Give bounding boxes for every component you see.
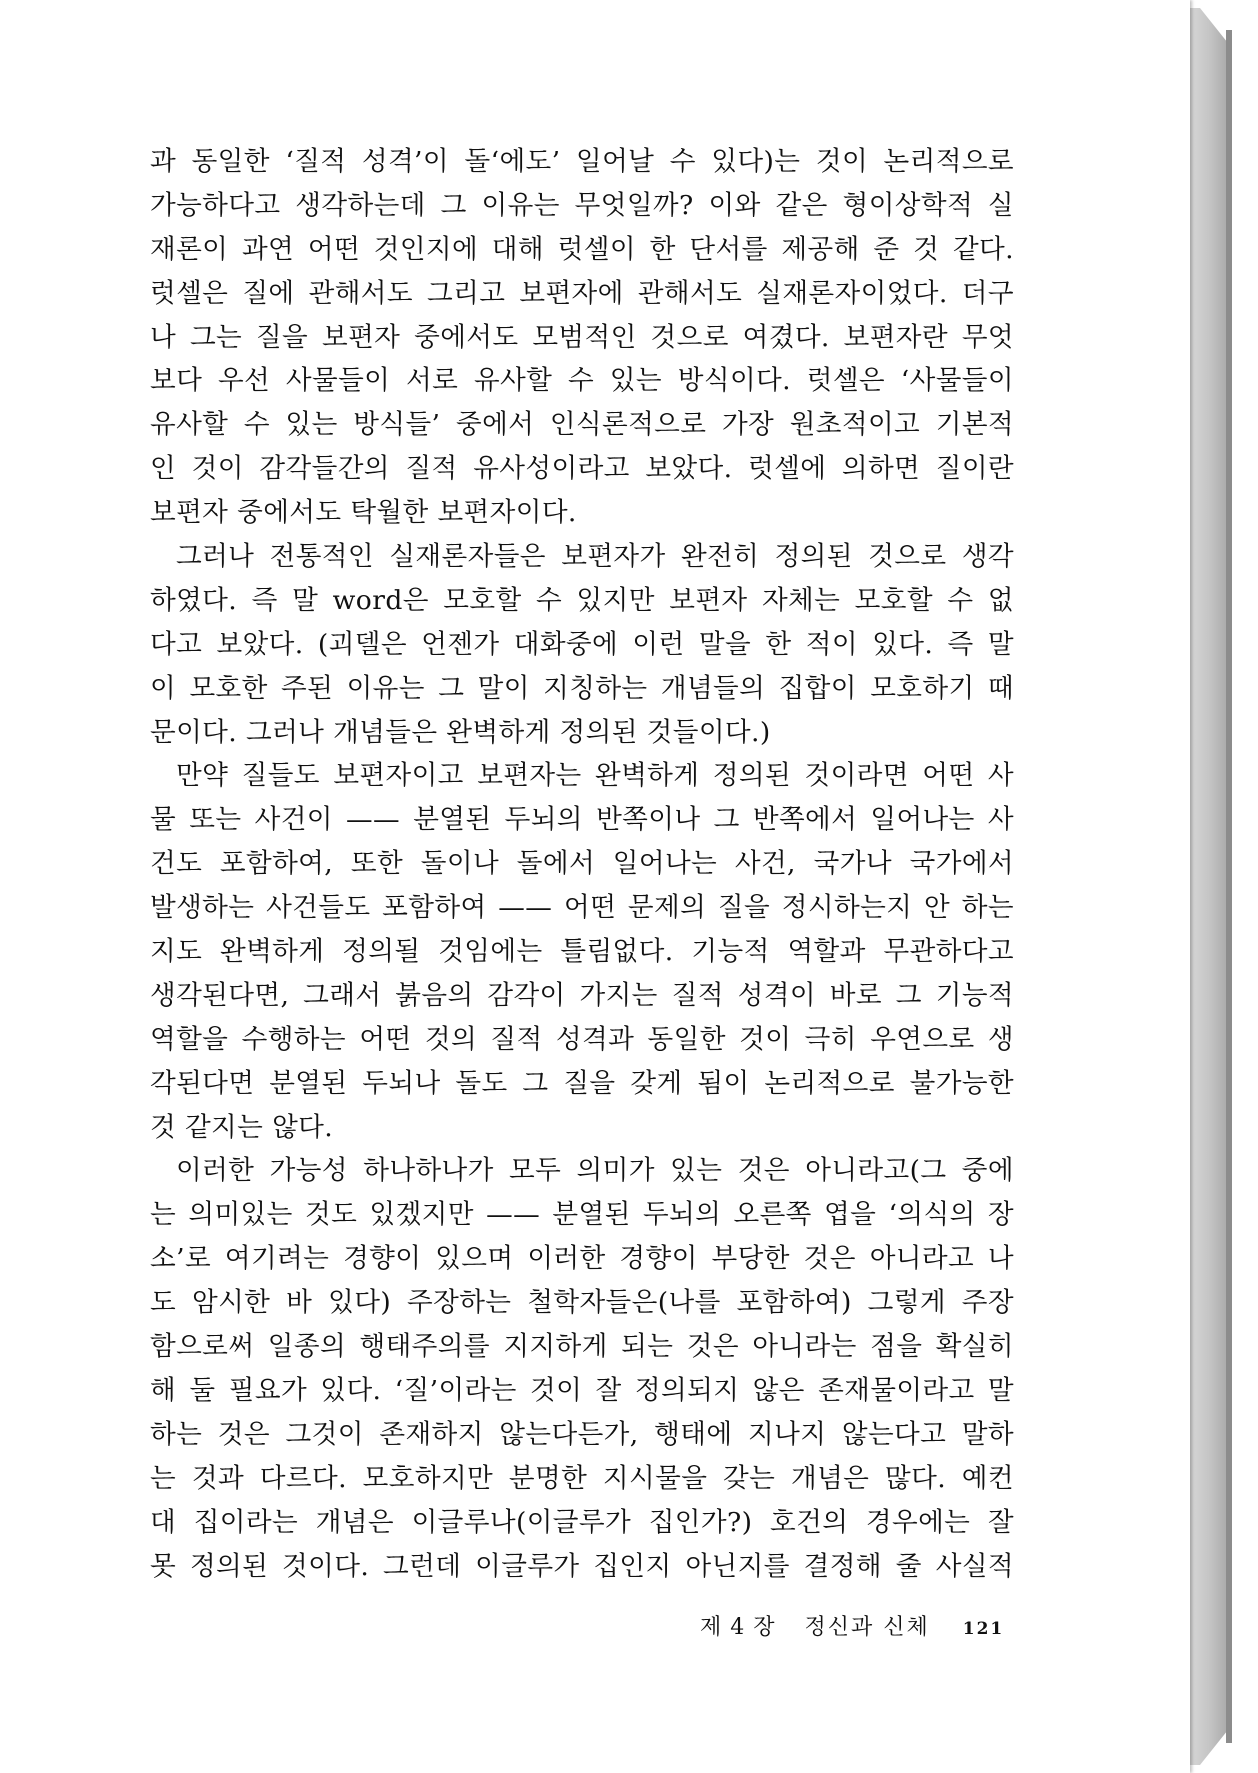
text-line: 소’로 여기려는 경향이 있으며 이러한 경향이 부당한 것은 아니라고 나: [150, 1243, 1014, 1275]
page-number: 121: [962, 1619, 1005, 1639]
paragraph-start-line: 이러한 가능성 하나하나가 모두 의미가 있는 것은 아니라고(그 중에: [176, 1155, 1014, 1187]
book-page-stack: [1188, 8, 1228, 1765]
text-line: 생각된다면, 그래서 붉음의 감각이 가지는 질적 성격이 바로 그 기능적: [150, 979, 1014, 1011]
text-line: 발생하는 사건들도 포함하여 —— 어떤 문제의 질을 정시하는지 안 하는: [150, 892, 1014, 924]
text-line: 지도 완벽하게 정의될 것임에는 틀림없다. 기능적 역할과 무관하다고: [150, 936, 1014, 968]
text-line: 역할을 수행하는 어떤 것의 질적 성격과 동일한 것이 극히 우연으로 생: [150, 1023, 1014, 1055]
text-line: 것 같지는 않다.: [150, 1111, 334, 1143]
text-line: 재론이 과연 어떤 것인지에 대해 럿셀이 한 단서를 제공해 준 것 같다.: [150, 233, 1014, 265]
text-line: 못 정의된 것이다. 그런데 이글루가 집인지 아닌지를 결정해 줄 사실적: [150, 1550, 1014, 1582]
text-line: 함으로써 일종의 행태주의를 지지하게 되는 것은 아니라는 점을 확실히: [150, 1331, 1014, 1363]
text-line: 다고 보았다. (괴델은 언젠가 대화중에 이런 말을 한 적이 있다. 즉 말: [150, 628, 1014, 660]
text-line: 는 의미있는 것도 있겠지만 —— 분열된 두뇌의 오른쪽 엽을 ‘의식의 장: [150, 1199, 1014, 1231]
text-line: 건도 포함하여, 또한 돌이나 돌에서 일어나는 사건, 국가나 국가에서: [150, 848, 1014, 880]
text-line: 나 그는 질을 보편자 중에서도 모범적인 것으로 여겼다. 보편자란 무엇: [150, 321, 1014, 353]
text-line: 과 동일한 ‘질적 성격’이 돌‘에도’ 일어날 수 있다)는 것이 논리적으로: [150, 146, 1014, 177]
text-line: 각된다면 분열된 두뇌나 돌도 그 질을 갖게 됨이 논리적으로 불가능한: [150, 1067, 1014, 1099]
paragraph-start-line: 만약 질들도 보편자이고 보편자는 완벽하게 정의된 것이라면 어떤 사: [176, 760, 1014, 792]
book-page-edge: [1226, 30, 1232, 1743]
text-line: 보편자 중에서도 탁월한 보편자이다.: [150, 497, 577, 529]
text-line: 인 것이 감각들간의 질적 유사성이라고 보았다. 럿셀에 의하면 질이란: [150, 453, 1014, 485]
text-line: 이 모호한 주된 이유는 그 말이 지칭하는 개념들의 집합이 모호하기 때: [150, 672, 1014, 704]
text-line: 문이다. 그러나 개념들은 완벽하게 정의된 것들이다.): [150, 716, 771, 748]
text-line: 보다 우선 사물들이 서로 유사할 수 있는 방식이다. 럿셀은 ‘사물들이: [150, 365, 1014, 397]
text-line: 대 집이라는 개념은 이글루나(이글루가 집인가?) 호건의 경우에는 잘: [150, 1506, 1014, 1538]
text-line: 해 둘 필요가 있다. ‘질’이라는 것이 잘 정의되지 않은 존재물이라고 말: [150, 1374, 1014, 1406]
text-line: 도 암시한 바 있다) 주장하는 철학자들은(나를 포함하여) 그렇게 주장: [150, 1287, 1014, 1319]
text-line: 는 것과 다르다. 모호하지만 분명한 지시물을 갖는 개념은 많다. 예컨: [150, 1462, 1014, 1494]
body-text: [150, 140, 1014, 1588]
paragraph-start-line: 그러나 전통적인 실재론자들은 보편자가 완전히 정의된 것으로 생각: [176, 541, 1014, 573]
text-line: 물 또는 사건이 —— 분열된 두뇌의 반쪽이나 그 반쪽에서 일어나는 사: [150, 804, 1014, 836]
chapter-title: 정신과 신체: [804, 1615, 930, 1640]
text-line: 하였다. 즉 말 word은 모호할 수 있지만 보편자 자체는 모호할 수 없: [150, 584, 1014, 616]
text-line: 하는 것은 그것이 존재하지 않는다든가, 행태에 지나지 않는다고 말하: [150, 1418, 1014, 1450]
text-line: 가능하다고 생각하는데 그 이유는 무엇일까? 이와 같은 형이상학적 실: [150, 189, 1014, 221]
text-line: 유사할 수 있는 방식들’ 중에서 인식론적으로 가장 원초적이고 기본적: [150, 409, 1014, 441]
text-line: 럿셀은 질에 관해서도 그리고 보편자에 관해서도 실재론자이었다. 더구: [150, 277, 1014, 309]
page-footer: [700, 1610, 1005, 1650]
chapter-label: 제 4 장: [700, 1615, 776, 1640]
